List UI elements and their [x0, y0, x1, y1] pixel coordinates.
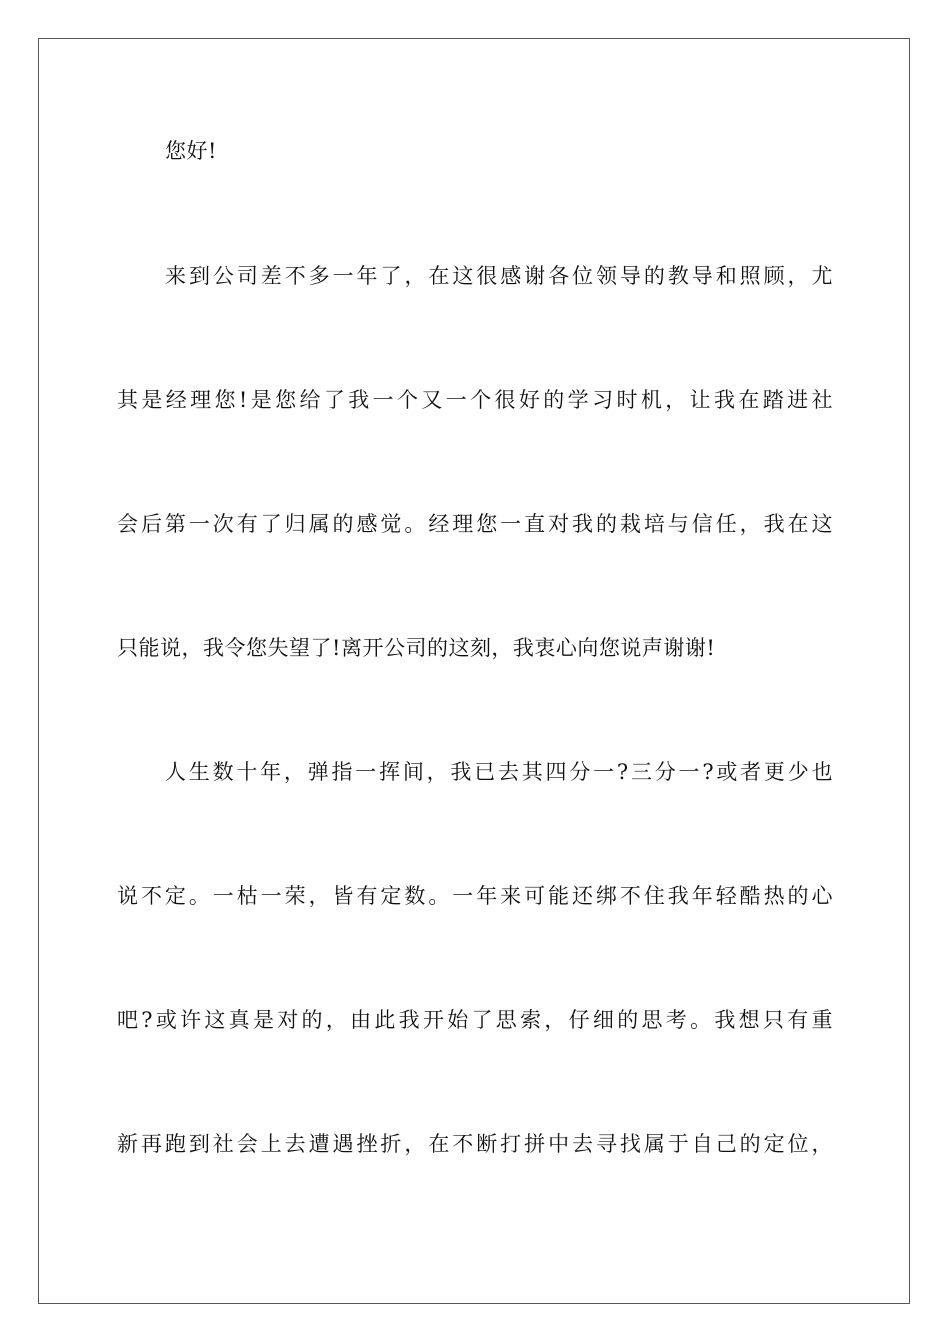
paragraph-2-line-1: 人生数十年，弹指一挥间，我已去其四分一?三分一?或者更少也 [165, 760, 833, 784]
paragraph-1-line-3: 会后第一次有了归属的感觉。经理您一直对我的栽培与信任，我在这 [117, 512, 833, 536]
paragraph-2-line-2: 说不定。一枯一荣，皆有定数。一年来可能还绑不住我年轻酷热的心 [117, 884, 833, 908]
paragraph-1-line-1: 来到公司差不多一年了，在这很感谢各位领导的教导和照顾，尤 [165, 264, 833, 288]
paragraph-1-line-2: 其是经理您!是您给了我一个又一个很好的学习时机，让我在踏进社 [117, 388, 833, 412]
paragraph-2-line-3: 吧?或许这真是对的，由此我开始了思索，仔细的思考。我想只有重 [117, 1008, 833, 1032]
greeting-line: 您好! [165, 139, 217, 163]
paragraph-1-line-4: 只能说，我令您失望了!离开公司的这刻，我衷心向您说声谢谢! [117, 636, 716, 660]
paragraph-2-line-4: 新再跑到社会上去遭遇挫折，在不断打拼中去寻找属于自己的定位， [117, 1132, 833, 1156]
page-border [38, 38, 910, 1304]
